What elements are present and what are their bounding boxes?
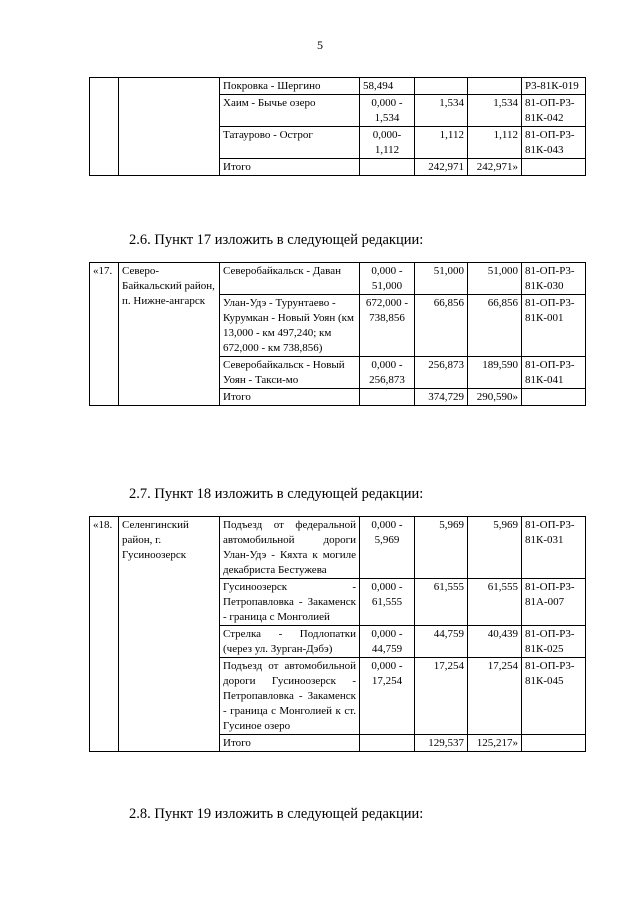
length-repair-cell: 66,856 xyxy=(468,295,522,357)
length-total-cell: 44,759 xyxy=(415,626,468,658)
km-range-cell: 0,000 - 44,759 xyxy=(360,626,415,658)
km-range-cell: 0,000 - 5,969 xyxy=(360,517,415,579)
total-length-cell: 242,971 xyxy=(415,159,468,176)
district-cell xyxy=(119,78,220,176)
row-number-cell xyxy=(90,78,119,176)
road-name-cell: Подъезд от федеральной автомобильной дороги Улан-Удэ - Кяхта к могиле декабриста Бестужева xyxy=(220,517,360,579)
km-range-cell: 0,000 - 61,555 xyxy=(360,579,415,626)
road-code-cell: 81-ОП-Р3-81К-042 xyxy=(522,95,586,127)
length-total-cell: 61,555 xyxy=(415,579,468,626)
row-number-cell: «18. xyxy=(90,517,119,752)
roads-table-continuation xyxy=(89,77,586,176)
length-total-cell: 256,873 xyxy=(415,357,468,389)
total-repair-cell: 290,590» xyxy=(468,389,522,406)
road-name-cell: Стрелка - Подлопатки (через ул. Зурган-Дэбэ) xyxy=(220,626,360,658)
km-range-cell: 0,000 - 256,873 xyxy=(360,357,415,389)
total-label-cell: Итого xyxy=(220,735,360,752)
road-name-cell: Северобайкальск - Новый Уоян - Такси-мо xyxy=(220,357,360,389)
length-repair-cell: 51,000 xyxy=(468,263,522,295)
km-range-cell: 58,494 xyxy=(360,78,415,95)
district-cell: Селенгинский район, г. Гусиноозерск xyxy=(119,517,220,752)
road-code-cell: 81-ОП-Р3-81К-041 xyxy=(522,357,586,389)
total-length-cell: 374,729 xyxy=(415,389,468,406)
empty-cell xyxy=(360,735,415,752)
km-range-cell: 0,000-1,112 xyxy=(360,127,415,159)
length-repair-cell: 1,534 xyxy=(468,95,522,127)
empty-cell xyxy=(522,159,586,176)
empty-cell xyxy=(522,389,586,406)
road-name-cell: Подъезд от автомобильной дороги Гусиноозерск - Петропавловка - Закаменск - граница с Монголией к ст. Гусиное озеро xyxy=(220,658,360,735)
road-name-cell: Северобайкальск - Даван xyxy=(220,263,360,295)
total-label-cell: Итого xyxy=(220,389,360,406)
empty-cell xyxy=(360,389,415,406)
total-repair-cell: 125,217» xyxy=(468,735,522,752)
length-repair-cell: 5,969 xyxy=(468,517,522,579)
length-total-cell: 66,856 xyxy=(415,295,468,357)
empty-cell xyxy=(522,735,586,752)
section-heading-2-8: 2.8. Пункт 19 изложить в следующей редакции: xyxy=(129,806,424,822)
length-total-cell: 51,000 xyxy=(415,263,468,295)
km-range-cell: 672,000 - 738,856 xyxy=(360,295,415,357)
length-total-cell: 1,112 xyxy=(415,127,468,159)
total-repair-cell: 242,971» xyxy=(468,159,522,176)
table-row xyxy=(90,78,586,95)
table-row xyxy=(90,517,586,579)
district-cell: Северо-Байкальский район, п. Нижне-ангарск xyxy=(119,263,220,406)
road-code-cell: 81-ОП-Р3-81К-030 xyxy=(522,263,586,295)
road-code-cell: 81-ОП-Р3-81К-025 xyxy=(522,626,586,658)
length-total-cell xyxy=(415,78,468,95)
road-code-cell: 81-ОП-Р3-81К-045 xyxy=(522,658,586,735)
road-name-cell: Хаим - Бычье озеро xyxy=(220,95,360,127)
km-range-cell: 0,000 - 51,000 xyxy=(360,263,415,295)
empty-cell xyxy=(360,159,415,176)
km-range-cell: 0,000 - 17,254 xyxy=(360,658,415,735)
length-repair-cell: 17,254 xyxy=(468,658,522,735)
roads-table-item-17 xyxy=(89,262,586,406)
page-number: 5 xyxy=(317,38,323,52)
roads-table-item-18 xyxy=(89,516,586,752)
section-heading-2-6: 2.6. Пункт 17 изложить в следующей редакции: xyxy=(129,232,424,248)
km-range-cell: 0,000 - 1,534 xyxy=(360,95,415,127)
row-number-cell: «17. xyxy=(90,263,119,406)
road-name-cell: Татаурово - Острог xyxy=(220,127,360,159)
length-repair-cell: 40,439 xyxy=(468,626,522,658)
length-total-cell: 1,534 xyxy=(415,95,468,127)
road-code-cell: Р3-81К-019 xyxy=(522,78,586,95)
road-name-cell: Покровка - Шергино xyxy=(220,78,360,95)
length-repair-cell: 61,555 xyxy=(468,579,522,626)
road-name-cell: Гусиноозерск - Петропавловка - Закаменск - граница с Монголией xyxy=(220,579,360,626)
section-heading-2-7: 2.7. Пункт 18 изложить в следующей редакции: xyxy=(129,486,424,502)
length-repair-cell: 189,590 xyxy=(468,357,522,389)
length-total-cell: 17,254 xyxy=(415,658,468,735)
length-repair-cell xyxy=(468,78,522,95)
road-code-cell: 81-ОП-Р3-81К-043 xyxy=(522,127,586,159)
road-code-cell: 81-ОП-Р3-81К-031 xyxy=(522,517,586,579)
road-name-cell: Улан-Удэ - Турунтаево - Курумкан - Новый Уоян (км 13,000 - км 497,240; км 672,000 - км 738,856) xyxy=(220,295,360,357)
total-length-cell: 129,537 xyxy=(415,735,468,752)
length-total-cell: 5,969 xyxy=(415,517,468,579)
road-code-cell: 81-ОП-Р3-81К-001 xyxy=(522,295,586,357)
table-row xyxy=(90,263,586,295)
total-label-cell: Итого xyxy=(220,159,360,176)
road-code-cell: 81-ОП-Р3-81А-007 xyxy=(522,579,586,626)
length-repair-cell: 1,112 xyxy=(468,127,522,159)
